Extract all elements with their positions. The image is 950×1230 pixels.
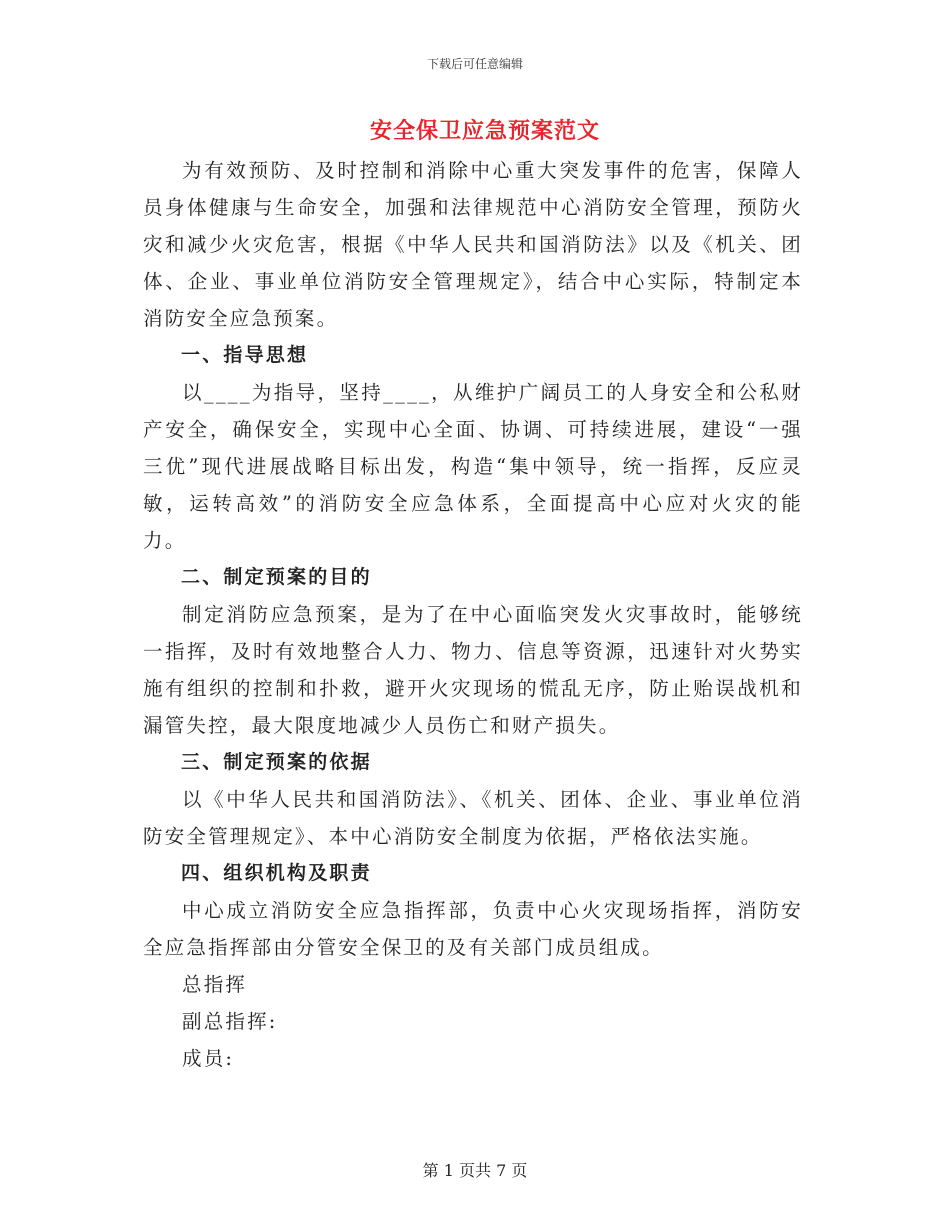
section-body-1: 以____为指导，坚持____，从维护广阔员工的人身安全和公私财产安全，确保安全，实现中心全面、协调、可持续进展，建设“一强三优”现代进展战略目标出发，构造“集中领导，统一指挥，反应灵敏，运转高效”的消防安全应急体系，全面提高中心应对火灾的能力。 [143,381,803,552]
section-heading-3: 三、制定预案的依据 [181,751,372,773]
section-body-4: 中心成立消防安全应急指挥部，负责中心火灾现场指挥，消防安全应急指挥部由分管安全保卫的及有关部门成员组成。 [143,899,803,959]
header-note: 下载后可任意编辑 [426,57,523,71]
section-heading-1: 一、指导思想 [181,344,309,366]
section-body-3: 以《中华人民共和国消防法》、《机关、团体、企业、事业单位消防安全管理规定》、本中心消防安全制度为依据，严格依法实施。 [143,788,803,848]
role-members: 成员: [182,1047,235,1070]
page-footer: 第 1 页共 7 页 [422,1161,528,1180]
role-commander: 总指挥 [182,973,248,996]
section-heading-4: 四、组织机构及职责 [181,862,372,884]
section-body-2: 制定消防应急预案，是为了在中心面临突发火灾事故时，能够统一指挥，及时有效地整合人力、物力、信息等资源，迅速针对火势实施有组织的控制和扑救，避开火灾现场的慌乱无序，防止贻误战机和漏管失控，最大限度地减少人员伤亡和财产损失。 [143,603,803,737]
document-title: 安全保卫应急预案范文 [369,118,600,144]
intro-paragraph: 为有效预防、及时控制和消除中心重大突发事件的危害，保障人员身体健康与生命安全，加强和法律规范中心消防安全管理，预防火灾和减少火灾危害，根据《中华人民共和国消防法》以及《机关、团体、企业、事业单位消防安全管理规定》，结合中心实际，特制定本消防安全应急预案。 [143,159,803,330]
role-deputy-commander: 副总指挥: [182,1010,278,1033]
document-body [143,152,803,1077]
section-heading-2: 二、制定预案的目的 [181,566,372,588]
